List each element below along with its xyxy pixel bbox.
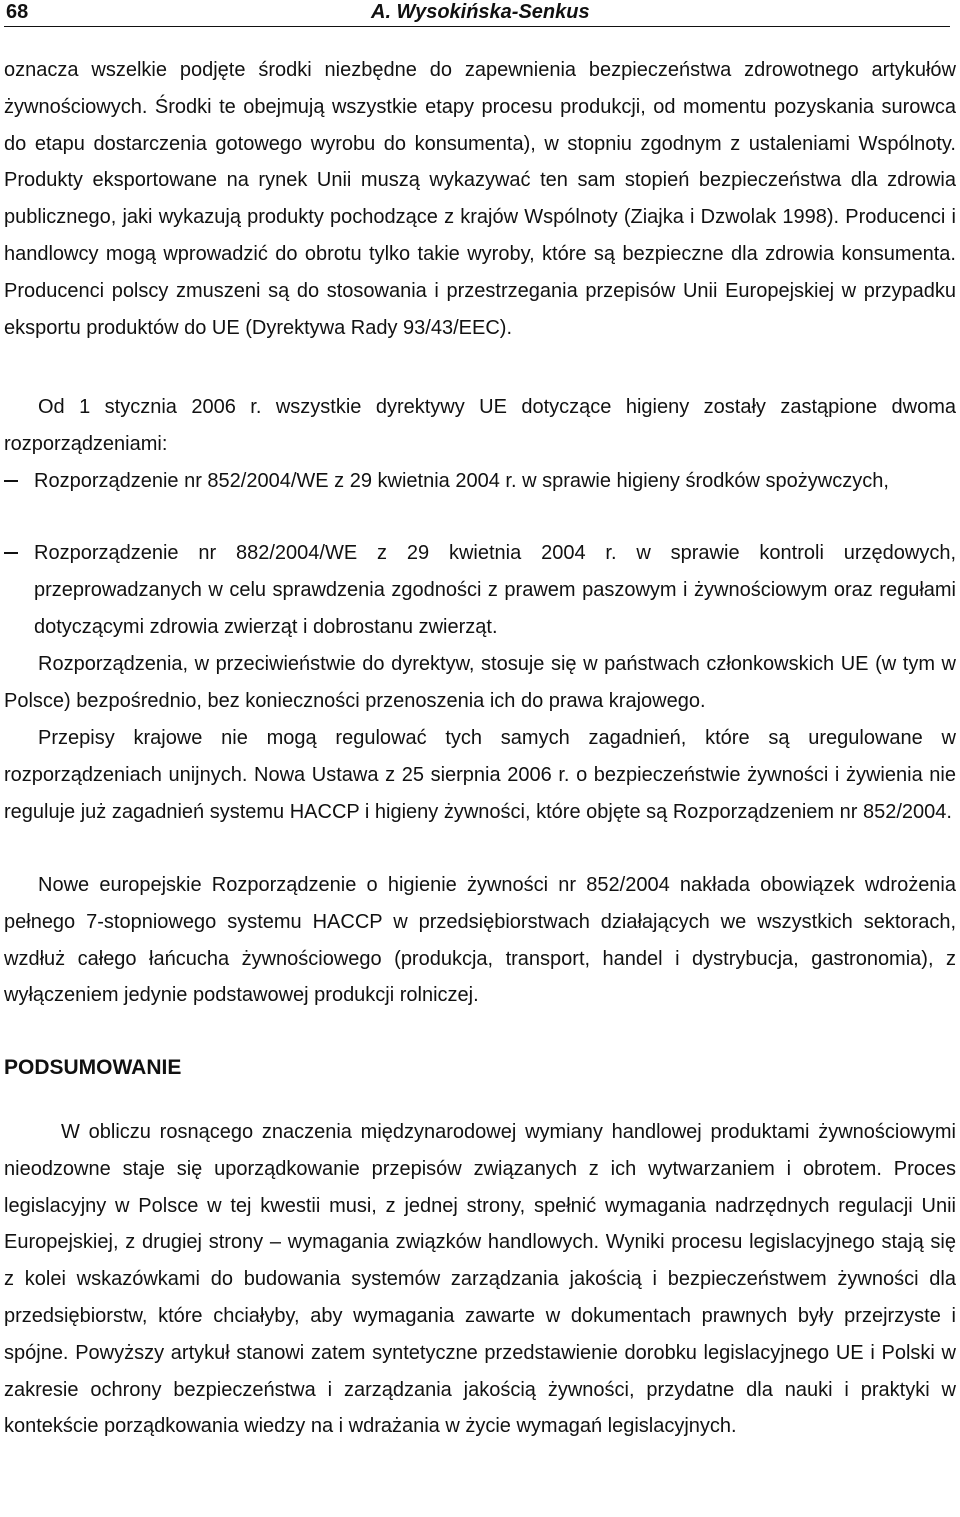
list-item-text: Rozporządzenie nr 882/2004/WE z 29 kwietnia 2004 r. w sprawie kontroli urzędowych, przeprowadzanych w celu sprawdzenia zgodności z prawem paszowym i żywnościowym oraz regułami dotyczącymi zdrowia zwierząt i dobrostanu zwierząt. xyxy=(34,542,956,638)
paragraph-safety-measures: oznacza wszelkie podjęte środki niezbędne do zapewnienia bezpieczeństwa zdrowotnego artykułów żywnościowych. Środki te obejmują wszystkie etapy procesu produkcji, od momentu pozyskania surowca do etapu dostarczenia gotowego wyrobu do konsumenta), w stopniu zgodnym z ustaleniami Wspólnoty. Produkty eksportowane na rynek Unii muszą wykazywać ten sam stopień bezpieczeństwa dla zdrowia publicznego, jaki wykazują produkty pochodzące z krajów Wspólnoty (Ziajka i Dzwolak 1998). Producenci i handlowcy mogą wprowadzić do obrotu tylko takie wyroby, które są bezpieczne dla zdrowia konsumenta. Producenci polscy zmuszeni są do stosowania i przestrzegania przepisów Unii Europejskiej w przypadku eksportu produktów do UE (Dyrektywa Rady 93/43/EEC). xyxy=(4,59,956,339)
paragraph-summary: W obliczu rosnącego znaczenia międzynarodowej wymiany handlowej produktami żywnościowymi nieodzowne staje się uporządkowanie przepisów związanych z ich wytwarzaniem i obrotem. Proces legislacyjny w Polsce w tej kwestii musi, z jednej strony, spełnić wymagania nadrzędnych regulacji Unii Europejskiej, z drugiej strony – wymagania związków handlowych. Wyniki procesu legislacyjnego stają się z kolei wskazówkami do budowania systemów zarządzania jakością i bezpieczeństwem żywności dla przedsiębiorstw, które chciałyby, aby wymagania zawarte w dokumentach prawnych były przejrzyste i spójne. Powyższy artykuł stanowi zatem syntetyczne przedstawienie dorobku legislacyjnego UE i Polski w zakresie ochrony bezpieczeństwa i zarządzania jakością żywności, przydatne dla nauki i praktyki w kontekście porządkowania wiedzy na i wdrażania w życie wymagań legislacyjnych. xyxy=(4,1121,956,1438)
paragraph-haccp: Nowe europejskie Rozporządzenie o higienie żywności nr 852/2004 nakłada obowiązek wdrożenia pełnego 7-stopniowego systemu HACCP w przedsiębiorstwach działających we wszystkich sektorach, wzdłuż całego łańcucha żywnościowego (produkcja, transport, handel i dystrybucja, gastronomia), z wyłączeniem jedynie podstawowej produkcji rolniczej. xyxy=(4,874,956,1007)
paragraph-national-law: Przepisy krajowe nie mogą regulować tych samych zagadnień, które są uregulowane w rozporządzeniach unijnych. Nowa Ustawa z 25 sierpnia 2006 r. o bezpieczeństwie żywności i żywienia nie reguluje już zagadnień systemu HACCP i higieny żywności, które objęte są Rozporządzeniem nr 852/2004. xyxy=(4,727,956,823)
list-item-text: Rozporządzenie nr 852/2004/WE z 29 kwietnia 2004 r. w sprawie higieny środków spożywczych, xyxy=(34,470,889,492)
dash-bullet-icon xyxy=(4,480,18,482)
running-header xyxy=(4,0,950,27)
dash-bullet-icon xyxy=(4,552,18,554)
section-heading: PODSUMOWANIE xyxy=(4,1056,182,1079)
running-title: A. Wysokińska-Senkus xyxy=(371,1,590,23)
paragraph-regulations-intro: Od 1 stycznia 2006 r. wszystkie dyrektywy UE dotyczące higieny zostały zastąpione dwoma rozporządzeniami: xyxy=(4,396,956,455)
page-number: 68 xyxy=(6,1,29,23)
paragraph-regulations-direct: Rozporządzenia, w przeciwieństwie do dyrektyw, stosuje się w państwach członkowskich UE (w tym w Polsce) bezpośrednio, bez konieczności przenoszenia ich do prawa krajowego. xyxy=(4,653,956,712)
